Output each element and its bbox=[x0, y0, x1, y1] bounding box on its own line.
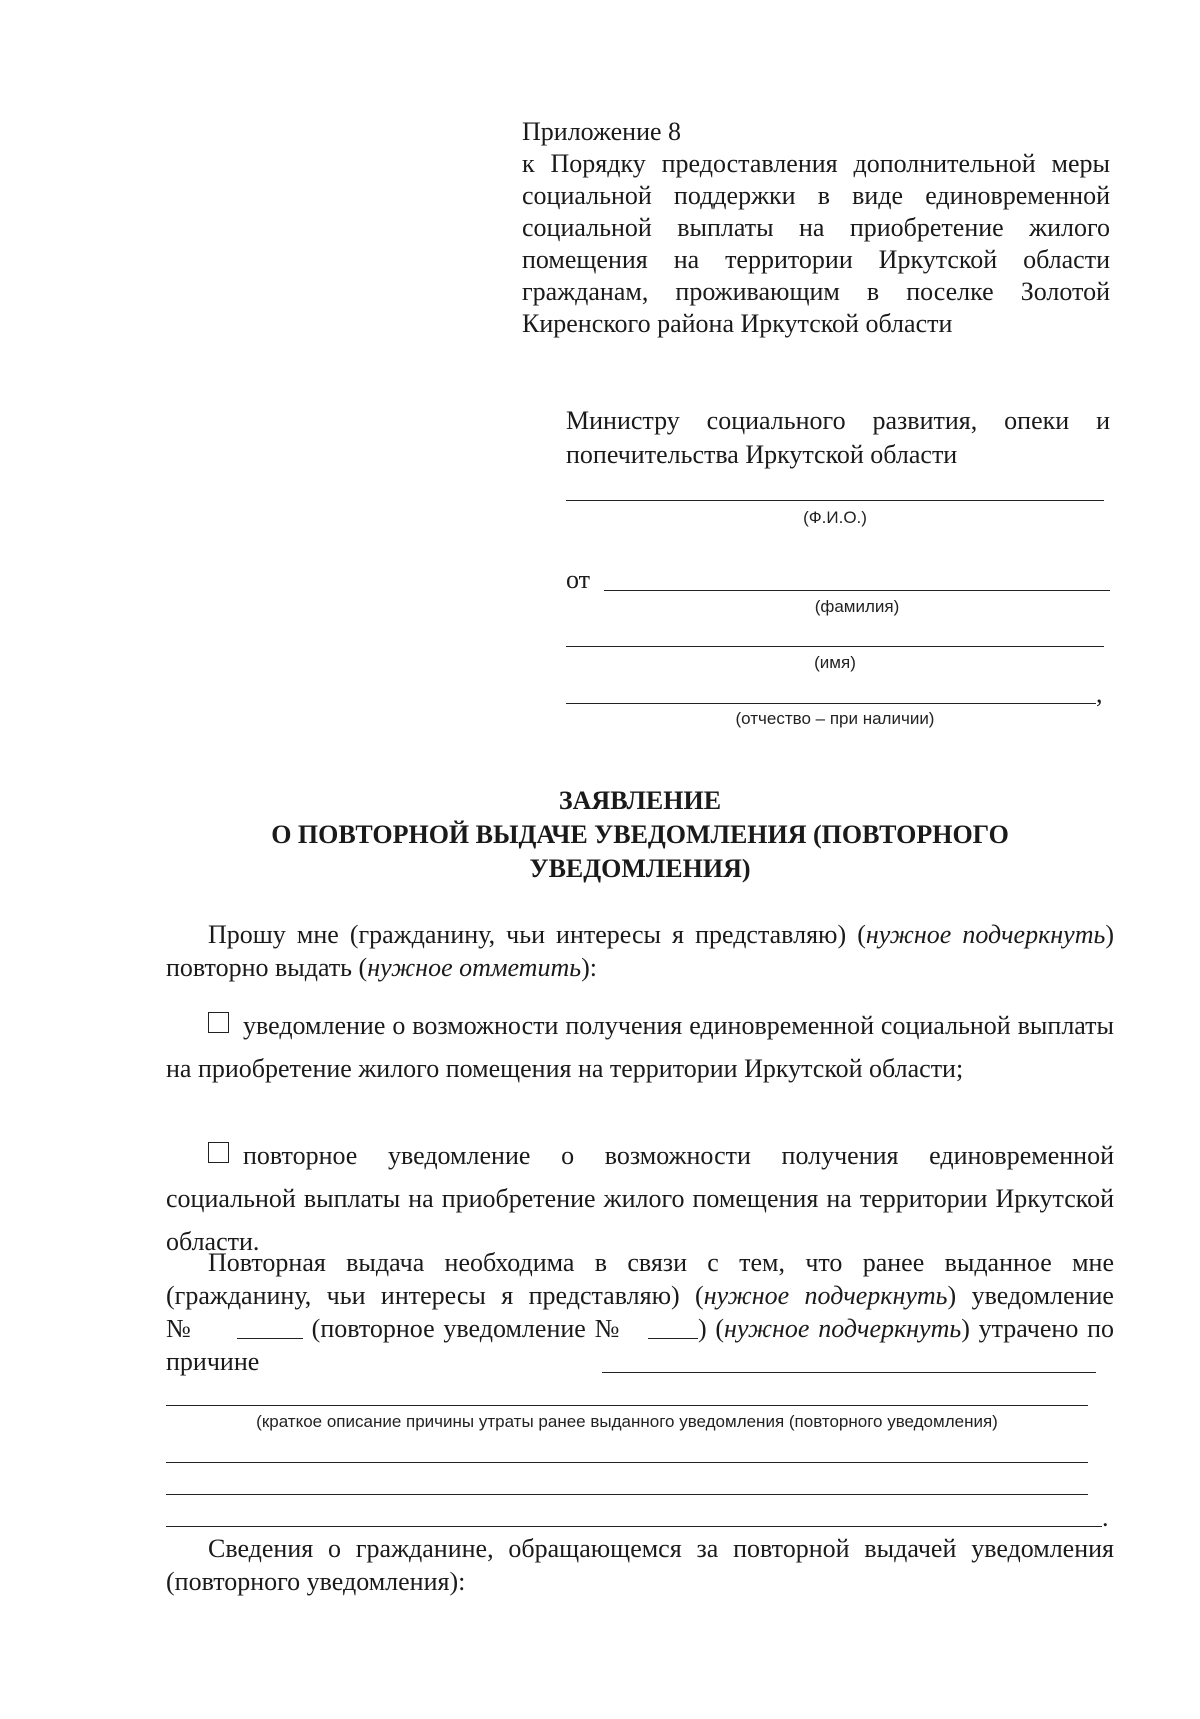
option-repeat-notification bbox=[166, 1134, 1114, 1263]
heading-line-1: ЗАЯВЛЕНИЕ bbox=[558, 786, 722, 815]
minister-fio-line[interactable] bbox=[566, 500, 1104, 501]
fio-hint: (Ф.И.О.) bbox=[803, 508, 867, 527]
reason-text-5: ) утрачено по причине bbox=[166, 1314, 1114, 1376]
heading-line-3: УВЕДОМЛЕНИЯ) bbox=[529, 854, 751, 883]
reason-text-1: Повторная выдача необходима в связи с тем, что ранее выданное мне (гражданину, чьи интересы я представляю) ( bbox=[166, 1248, 1114, 1310]
reason-italic-1: нужное подчеркнуть bbox=[703, 1281, 948, 1310]
reason-paragraph bbox=[166, 1246, 1114, 1378]
request-italic-1: нужное подчеркнуть bbox=[865, 920, 1106, 949]
annex-block bbox=[522, 116, 1110, 340]
surname-hint: (фамилия) bbox=[814, 597, 900, 616]
name-hint: (имя) bbox=[814, 653, 856, 672]
reason-italic-2: нужное подчеркнуть bbox=[724, 1314, 962, 1343]
applicant-info-text: Сведения о гражданине, обращающемся за повторной выдачей уведомления (повторного уведомления): bbox=[166, 1534, 1114, 1596]
patronymic-line[interactable] bbox=[566, 703, 1096, 704]
repeat-notification-checkbox[interactable] bbox=[208, 1142, 229, 1163]
reason-description-line-1[interactable] bbox=[166, 1405, 1088, 1406]
name-line[interactable] bbox=[566, 646, 1104, 647]
reason-text-3: (повторное уведомление № bbox=[302, 1314, 622, 1343]
option-repeat-notification-text: повторное уведомление о возможности получения единовременной социальной выплаты на приобретение жилого помещения на территории Иркутской области. bbox=[166, 1141, 1114, 1256]
request-italic-2: нужное отметить bbox=[367, 953, 582, 982]
applicant-info-paragraph bbox=[166, 1532, 1114, 1598]
notification-checkbox[interactable] bbox=[208, 1012, 229, 1033]
document-heading bbox=[160, 784, 1120, 886]
request-text-3: ): bbox=[581, 953, 597, 982]
annex-text: к Порядку предоставления дополнительной меры социальной поддержки в виде единовременной социальной выплаты на приобретение жилого помещения на территории Иркутской области гражданам, проживающим в поселке Золотой Киренского района Иркутской области bbox=[522, 149, 1110, 338]
patronymic-hint: (отчество – при наличии) bbox=[735, 709, 935, 728]
reason-text-2: ) уведомление № bbox=[166, 1281, 1114, 1343]
reason-line-inline[interactable] bbox=[602, 1372, 1096, 1373]
patronymic-comma: , bbox=[1096, 679, 1103, 708]
notification-number-field[interactable] bbox=[237, 1316, 303, 1339]
request-text-1: Прошу мне (гражданину, чьи интересы я представляю) ( bbox=[208, 920, 866, 949]
reason-description-line-3[interactable] bbox=[166, 1494, 1088, 1495]
annex-title: Приложение 8 bbox=[522, 117, 682, 146]
reason-hint: (краткое описание причины утраты ранее выданного уведомления (повторного уведомления) bbox=[256, 1412, 998, 1431]
request-paragraph bbox=[166, 918, 1114, 984]
option-notification-text: уведомление о возможности получения единовременной социальной выплаты на приобретение жилого помещения на территории Иркутской области; bbox=[166, 1011, 1114, 1083]
reason-end-dot: . bbox=[1102, 1503, 1109, 1532]
option-notification bbox=[166, 1004, 1114, 1090]
reason-text-4: ) ( bbox=[697, 1314, 725, 1343]
repeat-notification-number-field[interactable] bbox=[648, 1316, 698, 1339]
request-text-2: ) повторно выдать ( bbox=[166, 920, 1114, 982]
reason-description-line-2[interactable] bbox=[166, 1462, 1088, 1463]
addressee-block: Министру социального развития, опеки и попечительства Иркутской области bbox=[566, 406, 1110, 469]
reason-description-line-4[interactable] bbox=[166, 1526, 1102, 1527]
from-label: от bbox=[566, 565, 591, 594]
surname-line[interactable] bbox=[604, 590, 1110, 591]
heading-line-2: О ПОВТОРНОЙ ВЫДАЧЕ УВЕДОМЛЕНИЯ (ПОВТОРНОГО bbox=[271, 820, 1009, 849]
